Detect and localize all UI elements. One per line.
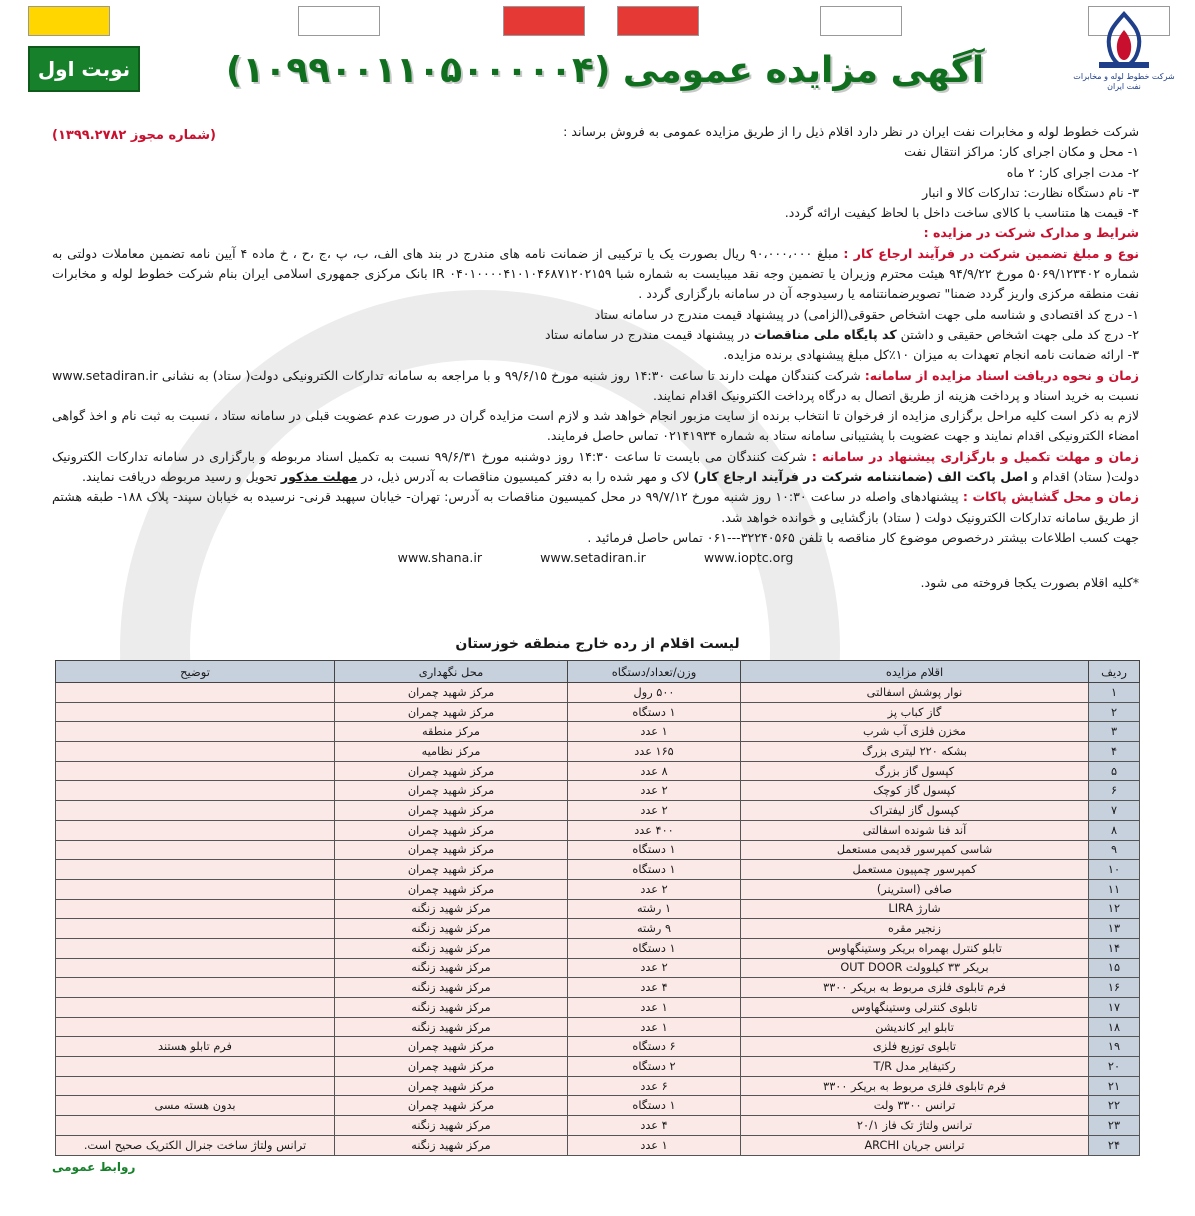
cell-quantity: ۹ رشته xyxy=(568,919,741,939)
cell-item: کپسول گاز لیفتراک xyxy=(741,801,1089,821)
cell-description xyxy=(56,860,335,880)
cell-location: مرکز شهید چمران xyxy=(335,761,568,781)
cell-row-number: ۱۷ xyxy=(1089,998,1140,1018)
link-shana[interactable]: www.shana.ir xyxy=(397,550,483,566)
table-row xyxy=(56,840,1140,860)
cell-row-number: ۴ xyxy=(1089,742,1140,762)
cell-description xyxy=(56,702,335,722)
cell-quantity: ۱ عدد xyxy=(568,998,741,1018)
cell-description xyxy=(56,761,335,781)
cell-description xyxy=(56,722,335,742)
table-row xyxy=(56,1116,1140,1136)
header-row-number: ردیف xyxy=(1089,661,1140,683)
cell-description xyxy=(56,1057,335,1077)
items-table xyxy=(55,660,1140,1156)
top-bar-yellow xyxy=(28,6,110,36)
submit-deadline: مهلت مذکور xyxy=(280,469,358,485)
cell-quantity: ۱ دستگاه xyxy=(568,702,741,722)
cell-item: شارژ LIRA xyxy=(741,899,1089,919)
cell-description: ترانس ولتاژ ساخت جنرال الکتریک صحیح است. xyxy=(56,1135,335,1155)
sold-together-note: *کلیه اقلام بصورت یکجا فروخته می شود. xyxy=(920,574,1139,590)
table-row xyxy=(56,781,1140,801)
cell-description: بدون هسته مسی xyxy=(56,1096,335,1116)
cell-quantity: ۱ دستگاه xyxy=(568,860,741,880)
submit-title: زمان و مهلت تکمیل و بارگزاری پیشنهاد در سامانه : xyxy=(811,448,1139,464)
logo-flame-icon xyxy=(1089,10,1159,72)
table-row xyxy=(56,1057,1140,1077)
cell-quantity: ۵۰۰ رول xyxy=(568,683,741,703)
cell-row-number: ۱۲ xyxy=(1089,899,1140,919)
conditions-title: شرایط و مدارک شرکت در مزایده : xyxy=(923,225,1139,241)
cell-description xyxy=(56,958,335,978)
item-price: ۴- قیمت ها متناسب با کالای ساخت داخل با لحاظ کیفیت ارائه گردد. xyxy=(784,205,1139,221)
cell-quantity: ۱ عدد xyxy=(568,722,741,742)
cell-item: کپسول گاز کوچک xyxy=(741,781,1089,801)
doc-item-2-c: در پیشنهاد قیمت مندرج در سامانه ستاد xyxy=(544,326,750,342)
submit-text-3: تحویل و رسید مربوطه دریافت نمایند. xyxy=(82,469,277,485)
cell-row-number: ۲۳ xyxy=(1089,1116,1140,1136)
header-quantity: وزن/تعداد/دستگاه xyxy=(568,661,741,683)
link-setadiran[interactable]: www.setadiran.ir xyxy=(540,550,646,566)
cell-description xyxy=(56,781,335,801)
cell-quantity: ۱ عدد xyxy=(568,1017,741,1037)
doc-item-2-bold: کد پایگاه ملی مناقصات xyxy=(753,326,897,342)
header-location: محل نگهداری xyxy=(335,661,568,683)
table-row xyxy=(56,938,1140,958)
table-row xyxy=(56,722,1140,742)
top-bar-white-2 xyxy=(820,6,902,36)
table-row xyxy=(56,958,1140,978)
table-row xyxy=(56,702,1140,722)
doc-item-2 xyxy=(52,325,1139,345)
cell-location: مرکز شهید چمران xyxy=(335,801,568,821)
table-row xyxy=(56,860,1140,880)
cell-row-number: ۸ xyxy=(1089,820,1140,840)
cell-location: مرکز شهید چمران xyxy=(335,1096,568,1116)
cell-location: مرکز شهید زنگنه xyxy=(335,1116,568,1136)
cell-item: نوار پوشش اسفالتی xyxy=(741,683,1089,703)
cell-row-number: ۱۸ xyxy=(1089,1017,1140,1037)
cell-location: مرکز شهید زنگنه xyxy=(335,1017,568,1037)
company-logo xyxy=(1069,10,1179,100)
header-item: اقلام مزایده xyxy=(741,661,1089,683)
cell-description xyxy=(56,919,335,939)
cell-quantity: ۲ دستگاه xyxy=(568,1057,741,1077)
cell-description: فرم تابلو هستند xyxy=(56,1037,335,1057)
cell-item: ترانس جریان ARCHI xyxy=(741,1135,1089,1155)
cell-location: مرکز شهید زنگنه xyxy=(335,899,568,919)
cell-description xyxy=(56,899,335,919)
permit-number: (شماره مجوز ۱۳۹۹.۲۷۸۲) xyxy=(52,128,216,143)
cell-item: صافی (استرینر) xyxy=(741,879,1089,899)
submit-text-2: لاک و مهر شده را به دفتر کمیسیون مناقصات به آدرس ذیل، در xyxy=(361,469,690,485)
cell-quantity: ۶ عدد xyxy=(568,1076,741,1096)
cell-quantity: ۱ دستگاه xyxy=(568,840,741,860)
item-location: ۱- محل و مکان اجرای کار: مراکز انتقال نفت xyxy=(904,144,1139,160)
cell-quantity: ۱ دستگاه xyxy=(568,1096,741,1116)
cell-location: مرکز شهید زنگنه xyxy=(335,998,568,1018)
cell-quantity: ۶ دستگاه xyxy=(568,1037,741,1057)
cell-item: ترانس ولتاژ تک فاز ۲۰/۱ xyxy=(741,1116,1089,1136)
cell-item: آند فنا شونده اسفالتی xyxy=(741,820,1089,840)
doc-item-1: ۱- درج کد اقتصادی و شناسه ملی جهت اشخاص حقوقی(الزامی) در پیشنهاد قیمت مندرج در سامانه ستاد xyxy=(594,306,1139,322)
cell-row-number: ۳ xyxy=(1089,722,1140,742)
table-row xyxy=(56,1017,1140,1037)
cell-row-number: ۱۶ xyxy=(1089,978,1140,998)
table-row xyxy=(56,820,1140,840)
cell-location: مرکز شهید چمران xyxy=(335,1037,568,1057)
cell-quantity: ۲ عدد xyxy=(568,781,741,801)
cell-location: مرکز شهید چمران xyxy=(335,781,568,801)
cell-quantity: ۱ دستگاه xyxy=(568,938,741,958)
item-duration: ۲- مدت اجرای کار: ۲ ماه xyxy=(1006,164,1139,180)
doc-item-3: ۳- ارائه ضمانت نامه انجام تعهدات به میزان ۱۰٪کل مبلغ پیشنهادی برنده مزایده. xyxy=(723,347,1139,363)
cell-description xyxy=(56,938,335,958)
page-title: آگهی مزایده عمومی (۱۰۹۹۰۰۱۱۰۵۰۰۰۰۰۴) xyxy=(225,50,985,91)
table-row xyxy=(56,879,1140,899)
table-row xyxy=(56,1096,1140,1116)
cell-location: مرکز شهید زنگنه xyxy=(335,938,568,958)
opening-text: پیشنهادهای واصله در ساعت ۱۰:۳۰ روز شنبه مورخ ۹۹/۷/۱۲ در محل کمیسیون مناقصات به آدرس: تهران- خیابان سپهبد قرنی- نرسیده به خیابان سپند- پلاک ۱۸۸- طبقه هشتم از طریق سامانه تدارکات الکترونیک دولت ( ستاد) بازگشایی و خوانده خواهد شد. xyxy=(52,489,1139,525)
cell-item: کپسول گاز بزرگ xyxy=(741,761,1089,781)
receive-title: زمان و نحوه دریافت اسناد مزایده از سامانه: xyxy=(864,367,1139,383)
top-bar-red-2 xyxy=(617,6,699,36)
cell-row-number: ۱۱ xyxy=(1089,879,1140,899)
cell-row-number: ۱۵ xyxy=(1089,958,1140,978)
logo-caption: شرکت خطوط لوله و مخابرات نفت ایران xyxy=(1073,72,1175,91)
cell-description xyxy=(56,1076,335,1096)
table-row xyxy=(56,683,1140,703)
submit-text: شرکت کنندگان می بایست تا ساعت ۱۴:۳۰ روز دوشنبه مورخ ۹۹/۶/۳۱ نسبت به تکمیل اسناد مربوطه و بارگزاری در سامانه تدارکات الکترونیک دولت( ستاد) اقدام و xyxy=(52,448,1139,485)
cell-row-number: ۲۱ xyxy=(1089,1076,1140,1096)
cell-location: مرکز شهید چمران xyxy=(335,1076,568,1096)
cell-item: بشکه ۲۲۰ لیتری بزرگ xyxy=(741,742,1089,762)
table-row xyxy=(56,1076,1140,1096)
cell-description xyxy=(56,742,335,762)
table-row xyxy=(56,801,1140,821)
cell-quantity: ۸ عدد xyxy=(568,761,741,781)
cell-item: رکتیفایر مدل T/R xyxy=(741,1057,1089,1077)
guarantee-title: نوع و مبلغ تضمین شرکت در فرآیند ارجاع کار : xyxy=(843,245,1139,261)
cell-quantity: ۲ عدد xyxy=(568,801,741,821)
cell-item: فرم تابلوی فلزی مربوط به بریکر ۳۳۰۰ xyxy=(741,978,1089,998)
cell-quantity: ۴ عدد xyxy=(568,978,741,998)
cell-location: مرکز شهید چمران xyxy=(335,840,568,860)
contact-text: جهت کسب اطلاعات بیشتر درخصوص موضوع کار مناقصه با تلفن ۳۲۲۴۰۵۶۵---۰۶۱ تماس حاصل فرمائید . xyxy=(587,529,1139,545)
cell-description xyxy=(56,820,335,840)
cell-location: مرکز شهید زنگنه xyxy=(335,919,568,939)
cell-row-number: ۱۹ xyxy=(1089,1037,1140,1057)
cell-item: فرم تابلوی فلزی مربوط به بریکر ۳۳۰۰ xyxy=(741,1076,1089,1096)
table-row xyxy=(56,1037,1140,1057)
opening-title: زمان و محل گشایش پاکات : xyxy=(962,489,1139,505)
cell-location: مرکز شهید چمران xyxy=(335,683,568,703)
cell-row-number: ۵ xyxy=(1089,761,1140,781)
cell-item: ترانس ۳۳۰۰ ولت xyxy=(741,1096,1089,1116)
note-text: لازم به ذکر است کلیه مراحل برگزاری مزایده از فرخوان تا انتخاب برنده از سایت مزبور انجام خواهد شد و لازم است مزایده گران در صورت عدم عضویت قبلی در سامانه ستاد ، نسبت به ثبت نام و اخذ گواهی امضاء الکترونیکی اقدام نمایند و جهت عضویت با پشتیبانی سامانه ستاد به شماره ۰۲۱۴۱۹۳۴ تماس حاصل فرمایند. xyxy=(52,408,1139,444)
header-description: توضیح xyxy=(56,661,335,683)
announcement-body xyxy=(52,122,1139,593)
cell-item: مخزن فلزی آب شرب xyxy=(741,722,1089,742)
cell-location: مرکز شهید چمران xyxy=(335,860,568,880)
table-header-row xyxy=(56,661,1140,683)
cell-location: مرکز شهید چمران xyxy=(335,879,568,899)
cell-item: کمپرسور چمپیون مستعمل xyxy=(741,860,1089,880)
cell-row-number: ۱۳ xyxy=(1089,919,1140,939)
submit-bold: اصل پاکت الف (ضمانتنامه شرکت در فرآیند ارجاع کار) xyxy=(693,469,1028,485)
cell-description xyxy=(56,998,335,1018)
cell-location: مرکز شهید چمران xyxy=(335,702,568,722)
public-relations-signature: روابط عمومی xyxy=(52,1160,136,1174)
table-row xyxy=(56,742,1140,762)
link-ioptc[interactable]: www.ioptc.org xyxy=(703,550,794,566)
cell-item: گاز کباب پز xyxy=(741,702,1089,722)
cell-item: تابلوی کنترلی وستینگهاوس xyxy=(741,998,1089,1018)
cell-location: مرکز شهید چمران xyxy=(335,1057,568,1077)
cell-row-number: ۱ xyxy=(1089,683,1140,703)
cell-description xyxy=(56,840,335,860)
cell-item: بریکر ۳۳ کیلوولت OUT DOOR xyxy=(741,958,1089,978)
cell-row-number: ۲۴ xyxy=(1089,1135,1140,1155)
website-links xyxy=(52,548,1139,568)
cell-description xyxy=(56,801,335,821)
cell-location: مرکز شهید چمران xyxy=(335,820,568,840)
table-row xyxy=(56,899,1140,919)
cell-item: تابلو کنترل بهمراه بریکر وستینگهاوس xyxy=(741,938,1089,958)
cell-item: تابلوی توزیع فلزی xyxy=(741,1037,1089,1057)
cell-row-number: ۱۴ xyxy=(1089,938,1140,958)
guarantee-text: مبلغ ۹۰،۰۰۰،۰۰۰ ریال بصورت یک یا ترکیبی از ضمانت نامه های مندرج در بند های الف، ب، پ ،ج ،ح ، خ ماده ۴ آیین نامه تضمین معاملات دولتی به شماره ۵۰۶۹/۱۲۳۴۰۲ مورخ ۹۴/۹/۲۲ هیئت محترم وزیران یا تضمین وجه نقد میبایست به شماره شبا IR ۰۴۰۱۰۰۰۰۴۱۰۱۰۴۶۸۷۱۲۰۲۱۵۹ بانک مرکزی جمهوری اسلامی ایران بنام شرکت خطوط لوله و مخابرات نفت منطقه مرکزی واریز گردد ضمنا" تصویرضمانتنامه یا رسیدوجه آن در سامانه بارگزاری گردد . xyxy=(52,245,1140,302)
cell-row-number: ۲۰ xyxy=(1089,1057,1140,1077)
cell-quantity: ۴۰۰ عدد xyxy=(568,820,741,840)
cell-item: شاسی کمپرسور قدیمی مستعمل xyxy=(741,840,1089,860)
cell-quantity: ۱ عدد xyxy=(568,1135,741,1155)
intro-text: شرکت خطوط لوله و مخابرات نفت ایران در نظر دارد اقلام ذیل را از طریق مزایده عمومی به فروش برساند : xyxy=(563,124,1139,139)
cell-description xyxy=(56,1017,335,1037)
table-row xyxy=(56,761,1140,781)
cell-item: تابلو ایر کاندیشن xyxy=(741,1017,1089,1037)
table-row xyxy=(56,978,1140,998)
list-title: لیست اقلام از رده خارج منطقه خوزستان xyxy=(455,636,740,652)
cell-location: مرکز شهید زنگنه xyxy=(335,1135,568,1155)
cell-location: مرکز نظامیه xyxy=(335,742,568,762)
cell-quantity: ۱۶۵ عدد xyxy=(568,742,741,762)
cell-quantity: ۱ رشته xyxy=(568,899,741,919)
cell-description xyxy=(56,1116,335,1136)
cell-item: زنجیر مقره xyxy=(741,919,1089,939)
cell-description xyxy=(56,978,335,998)
table-row xyxy=(56,1135,1140,1155)
table-row xyxy=(56,919,1140,939)
cell-row-number: ۶ xyxy=(1089,781,1140,801)
top-bar-red-1 xyxy=(503,6,585,36)
cell-row-number: ۹ xyxy=(1089,840,1140,860)
cell-row-number: ۷ xyxy=(1089,801,1140,821)
cell-quantity: ۴ عدد xyxy=(568,1116,741,1136)
top-bar-white-1 xyxy=(298,6,380,36)
cell-row-number: ۲۲ xyxy=(1089,1096,1140,1116)
cell-location: مرکز شهید زنگنه xyxy=(335,958,568,978)
item-supervisor: ۳- نام دستگاه نظارت: تدارکات کالا و انبار xyxy=(922,184,1139,200)
cell-row-number: ۲ xyxy=(1089,702,1140,722)
cell-description xyxy=(56,879,335,899)
cell-description xyxy=(56,683,335,703)
receive-text: شرکت کنندگان مهلت دارند تا ساعت ۱۴:۳۰ روز شنبه مورخ ۹۹/۶/۱۵ و با مراجعه به سامانه تدارکات الکترونیکی دولت( ستاد) به نشانی www.setadiran.ir نسبت به خرید اسناد و پرداخت هزینه از طریق اتصال به درگاه پرداخت الکترونیک اقدام نمایند. xyxy=(52,367,1139,403)
doc-item-2-a: ۲- درج کد ملی جهت اشخاص حقیقی و داشتن xyxy=(900,326,1139,342)
round-badge: نوبت اول xyxy=(28,46,140,92)
cell-quantity: ۲ عدد xyxy=(568,958,741,978)
table-row xyxy=(56,998,1140,1018)
cell-location: مرکز منطقه xyxy=(335,722,568,742)
cell-location: مرکز شهید زنگنه xyxy=(335,978,568,998)
cell-row-number: ۱۰ xyxy=(1089,860,1140,880)
cell-quantity: ۲ عدد xyxy=(568,879,741,899)
